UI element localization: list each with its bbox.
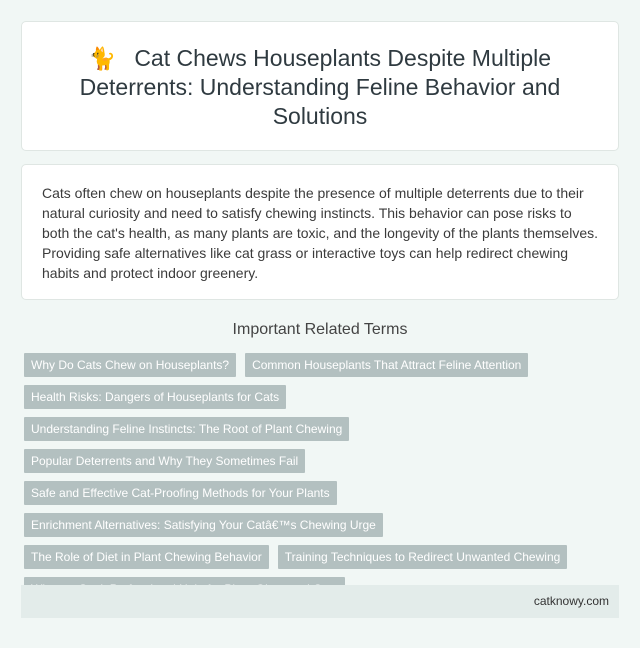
- title-card: [21, 21, 619, 151]
- footer: [21, 585, 619, 618]
- related-term-tag[interactable]: Enrichment Alternatives: Satisfying Your Catâ€™s Chewing Urge: [24, 513, 383, 537]
- page-title-text: Cat Chews Houseplants Despite Multiple Deterrents: Understanding Feline Behavior and Solutions: [79, 45, 561, 129]
- related-term-tag[interactable]: The Role of Diet in Plant Chewing Behavior: [24, 545, 269, 569]
- footer-site-link[interactable]: catknowy.com: [533, 594, 609, 608]
- related-term-tag[interactable]: Common Houseplants That Attract Feline Attention: [245, 353, 528, 377]
- cat-icon: 🐈: [88, 46, 117, 71]
- related-term-tag[interactable]: Health Risks: Dangers of Houseplants for Cats: [24, 385, 286, 409]
- related-term-tag[interactable]: Safe and Effective Cat-Proofing Methods for Your Plants: [24, 481, 337, 505]
- related-terms-heading: Important Related Terms: [232, 321, 408, 338]
- related-term-tag[interactable]: Why Do Cats Chew on Houseplants?: [24, 353, 236, 377]
- page-title: [22, 44, 618, 131]
- related-term-tag[interactable]: Understanding Feline Instincts: The Root of Plant Chewing: [24, 417, 349, 441]
- related-terms-list: [24, 353, 624, 609]
- related-term-tag[interactable]: Training Techniques to Redirect Unwanted Chewing: [278, 545, 568, 569]
- summary-text: Cats often chew on houseplants despite the presence of multiple deterrents due to their natural curiosity and need to satisfy chewing instincts. This behavior can pose risks to both the cat's health, as many plants are toxic, and the longevity of the plants themselves. Providing safe alternatives like cat grass or interactive toys can help redirect chewing habits and protect indoor greenery.: [42, 185, 598, 281]
- related-term-tag[interactable]: Popular Deterrents and Why They Sometimes Fail: [24, 449, 305, 473]
- summary-card: [21, 164, 619, 300]
